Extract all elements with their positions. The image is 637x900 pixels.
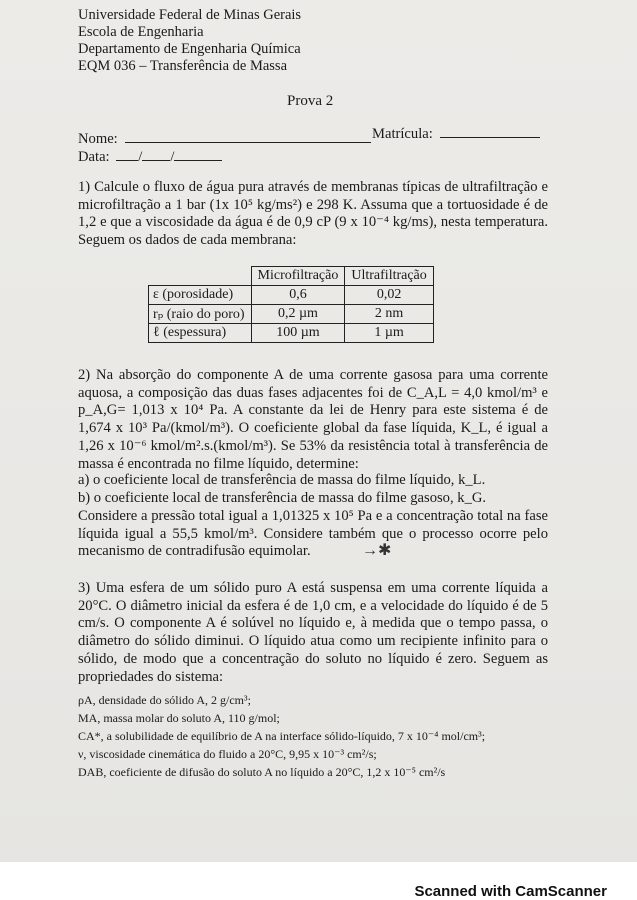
cell-micro: 0,6 [251, 286, 345, 305]
matricula-label: Matrícula: [372, 126, 433, 142]
row-label: ε (porosidade) [149, 286, 252, 305]
handwritten-mark-icon: →✱ [362, 542, 392, 559]
row-label: ℓ (espessura) [149, 324, 252, 343]
row-label: rₚ (raio do poro) [149, 305, 252, 324]
nome-label: Nome: [78, 131, 118, 147]
table-row [149, 286, 434, 305]
matricula-field [372, 126, 540, 143]
cell-ultra: 1 µm [345, 324, 433, 343]
question-2: 2) Na absorção do componente A de uma corrente gasosa para uma corrente aquosa, a composição das duas fases adjacentes foi de C_A,L = 4,0 kmol/m³ e p_A,G= 1,013 x 10⁴ Pa. A constante da lei de Henry para este sistema é de 1,674 x 10³ Pa/(kmol/m³). O coeficiente global da fase líquida, K_L, é igual a 1,26 x 10⁻⁶ kmol/m².s.(kmol/m³). Se 53% da resistência total à transferência de massa é encontrada no filme líquido, determine: [78, 367, 548, 472]
membrane-table [148, 266, 434, 343]
table-row [149, 324, 434, 343]
question-2-item-a: a) o coeficiente local de transferência de massa do filme líquido, k_L. [78, 472, 486, 488]
camscanner-watermark: Scanned with CamScanner [414, 883, 607, 900]
cell-ultra: 0,02 [345, 286, 433, 305]
data-field: Data: / / [78, 149, 222, 166]
table-header-micro: Microfiltração [251, 267, 345, 286]
cell-micro: 100 µm [251, 324, 345, 343]
university-name: Universidade Federal de Minas Gerais [78, 7, 302, 23]
school-name: Escola de Engenharia [78, 24, 204, 40]
question-2-item-b: b) o coeficiente local de transferência de massa do filme gasoso, k_G. [78, 490, 487, 506]
table-row [149, 305, 434, 324]
table-header-ultra: Ultrafiltração [345, 267, 433, 286]
exam-title: Prova 2 [287, 93, 334, 109]
cell-ultra: 2 nm [345, 305, 433, 324]
department-name: Departamento de Engenharia Química [78, 41, 301, 57]
property-solubility: CA*, a solubilidade de equilíbrio de A na interface sólido-líquido, 7 x 10⁻⁴ mol/cm³; [78, 729, 486, 743]
nome-field [78, 131, 371, 148]
course-name: EQM 036 – Transferência de Massa [78, 58, 288, 74]
data-label: Data: [78, 149, 110, 165]
property-viscosity: ν, viscosidade cinemática do fluido a 20°C, 9,95 x 10⁻³ cm²/s; [78, 747, 377, 761]
question-1: 1) Calcule o fluxo de água pura através de membranas típicas de ultrafiltração e microfiltração a 1 bar (1x 10⁵ kg/ms²) e 298 K. Assuma que a tortuosidade é de 1,2 e que a viscosidade da água é de 0,9 cP (9 x 10⁻⁴ kg/ms), nesta temperatura. Seguem os dados de cada membrana: [78, 179, 548, 249]
cell-micro: 0,2 µm [251, 305, 345, 324]
question-3: 3) Uma esfera de um sólido puro A está suspensa em uma corrente líquida a 20°C. O diâmetro inicial da esfera é de 1,0 cm, e a velocidade do líquido é de 5 cm/s. O componente A é solúvel no líquido e, à medida que o tempo passa, o diâmetro do sólido diminui. O líquido atua como um recipiente infinito para o sólido, de modo que a concentração do soluto no líquido é zero. Seguem as propriedades do sistema: [78, 580, 548, 685]
question-2-closing: Considere a pressão total igual a 1,01325 x 10⁵ Pa e a concentração total na fase líquida igual a 55,5 kmol/m³. Considere também que o processo ocorre pelo mecanismo de contradifusão equimolar. [78, 508, 548, 560]
property-diffusion: DAB, coeficiente de difusão do soluto A no líquido a 20°C, 1,2 x 10⁻⁵ cm²/s [78, 765, 446, 779]
property-molar-mass: MA, massa molar do soluto A, 110 g/mol; [78, 711, 280, 725]
property-density: ρA, densidade do sólido A, 2 g/cm³; [78, 693, 251, 707]
